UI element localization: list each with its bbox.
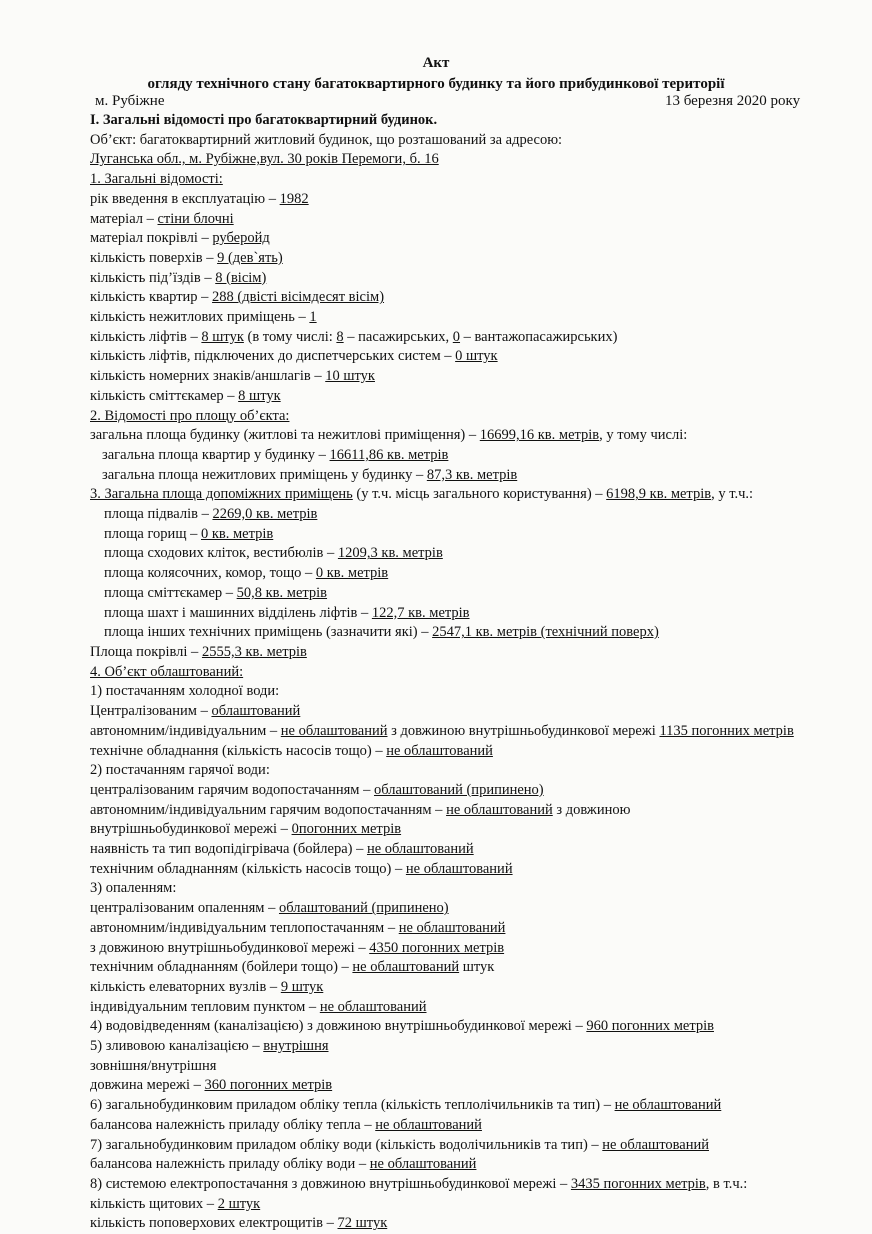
hot-water-heading: 2) постачанням гарячої води: (90, 762, 270, 779)
panels-line: кількість щитових – 2 штук (90, 1195, 261, 1212)
entrances-line: кількість під’їздів – 8 (вісім) (90, 269, 267, 286)
chute-area-line: площа сміттєкамер – 50,8 кв. метрів (104, 584, 328, 601)
general-heading: 1. Загальні відомості: (90, 171, 223, 188)
hot-tech-line: технічним обладнанням (кількість насосів тощо) – не облаштований (90, 860, 513, 877)
heat-meter-balance-line: балансова належність приладу обліку тепла – не облаштований (90, 1116, 482, 1133)
year-line: рік введення в експлуатацію – 1982 (90, 190, 309, 207)
heat-auto-line: автономним/індивідуальним теплопостачанням – не облаштований (90, 919, 506, 936)
city: м. Рубіжне (95, 93, 165, 109)
address: Луганська обл., м. Рубіжне,вул. 30 років Перемоги, б. 16 (90, 151, 439, 168)
water-meter-balance-line: балансова належність приладу обліку води – не облаштований (90, 1156, 477, 1173)
cold-auto-line: автономним/індивідуальним – не облаштований з довжиною внутрішньобудинкової мережі 1135 погонних метрів (90, 722, 794, 739)
nonres-area-line: загальна площа нежитлових приміщень у будинку – 87,3 кв. метрів (102, 466, 518, 483)
chutes-line: кількість сміттєкамер – 8 штук (90, 387, 281, 404)
hot-net-line: внутрішньобудинкової мережі – 0погонних метрів (90, 821, 402, 838)
water-meter-line: 7) загальнобудинковим приладом обліку води (кількість водолічильників та тип) – не облаштований (90, 1136, 709, 1153)
aux-heading-line: 3. Загальна площа допоміжних приміщень (у т.ч. місць загального користування) – 6198,9 кв. метрів, у т.ч.: (90, 486, 754, 503)
hot-auto-line: автономним/індивідуальним гарячим водопостачанням – не облаштований з довжиною (90, 801, 631, 818)
cold-central-line: Централізованим – облаштований (90, 703, 301, 720)
heating-heading: 3) опаленням: (90, 880, 177, 897)
power-line: 8) системою електропостачання з довжиною внутрішньобудинкової мережі – 3435 погонних метрів, в т.ч.: (90, 1175, 748, 1192)
section-heading: I. Загальні відомості про багатоквартирний будинок. (90, 112, 438, 128)
dispatch-line: кількість ліфтів, підключених до диспетчерських систем – 0 штук (90, 348, 498, 365)
material-line: матеріал – стіни блочні (90, 210, 234, 227)
heat-central-line: централізованим опаленням – облаштований (припинено) (90, 900, 449, 917)
stairs-line: площа сходових кліток, вестибюлів – 1209,3 кв. метрів (104, 545, 443, 562)
heat-tech-line: технічним обладнанням (бойлери тощо) – не облаштований штук (90, 959, 495, 976)
shafts-line: площа шахт і машинних відділень ліфтів – 122,7 кв. метрів (104, 604, 470, 621)
document-title: Акт (422, 55, 450, 71)
floor-panels-line: кількість поповерхових електрощитів – 72 штук (90, 1215, 388, 1232)
apartments-line: кількість квартир – 288 (двісті вісімдесят вісім) (90, 289, 385, 306)
date: 13 березня 2020 року (665, 93, 801, 109)
roof-area-line: Площа покрівлі – 2555,3 кв. метрів (90, 643, 307, 660)
apartments-area-line: загальна площа квартир у будинку – 16611,86 кв. метрів (102, 446, 449, 463)
boiler-line: наявність та тип водопідігрівача (бойлера) – не облаштований (90, 841, 474, 858)
basement-line: площа підвалів – 2269,0 кв. метрів (104, 506, 318, 523)
nonres-count-line: кількість нежитлових приміщень – 1 (90, 309, 317, 326)
itp-line: індивідуальним тепловим пунктом – не облаштований (90, 998, 427, 1015)
cold-tech-line: технічне обладнання (кількість насосів тощо) – не облаштований (90, 742, 493, 759)
heat-meter-line: 6) загальнобудинковим приладом обліку тепла (кількість теплолічильників та тип) – не облаштований (90, 1097, 722, 1114)
stroller-line: площа колясочних, комор, тощо – 0 кв. метрів (104, 565, 389, 582)
attic-line: площа горищ – 0 кв. метрів (104, 525, 274, 542)
cold-water-heading: 1) постачанням холодної води: (90, 683, 280, 700)
signs-line: кількість номерних знаків/аншлагів – 10 штук (90, 368, 375, 385)
equip-heading: 4. Об’єкт облаштований: (90, 663, 244, 680)
total-area-line: загальна площа будинку (житлові та нежитлові приміщення) – 16699,16 кв. метрів, у тому числі: (90, 427, 688, 444)
other-tech-line: площа інших технічних приміщень (зазначити які) – 2547,1 кв. метрів (технічний поверх) (104, 624, 659, 641)
storm-type-line: зовнішня/внутрішня (90, 1057, 217, 1074)
object-intro: Об’єкт: багатоквартирний житловий будинок, що розташований за адресою: (90, 131, 563, 148)
hot-central-line: централізованим гарячим водопостачанням – облаштований (припинено) (90, 781, 544, 798)
storm-length-line: довжина мережі – 360 погонних метрів (90, 1077, 333, 1094)
roof-material-line: матеріал покрівлі – руберойд (90, 230, 270, 247)
area-heading: 2. Відомості про площу об’єкта: (90, 407, 290, 424)
lifts-line: кількість ліфтів – 8 штук (в тому числі: 8 – пасажирських, 0 – вантажопасажирських) (90, 328, 618, 345)
elevator-nodes-line: кількість елеваторних вузлів – 9 штук (90, 978, 324, 995)
storm-line: 5) зливовою каналізацією – внутрішня (90, 1038, 329, 1055)
sewer-line: 4) водовідведенням (каналізацією) з довжиною внутрішньобудинкової мережі – 960 погонних метрів (90, 1018, 714, 1035)
document-subtitle: огляду технічного стану багатоквартирного будинку та його прибудинкової території (147, 76, 725, 92)
heat-net-line: з довжиною внутрішньобудинкової мережі – 4350 погонних метрів (90, 939, 505, 956)
document-body (90, 111, 830, 1234)
floors-line: кількість поверхів – 9 (дев`ять) (90, 249, 283, 266)
